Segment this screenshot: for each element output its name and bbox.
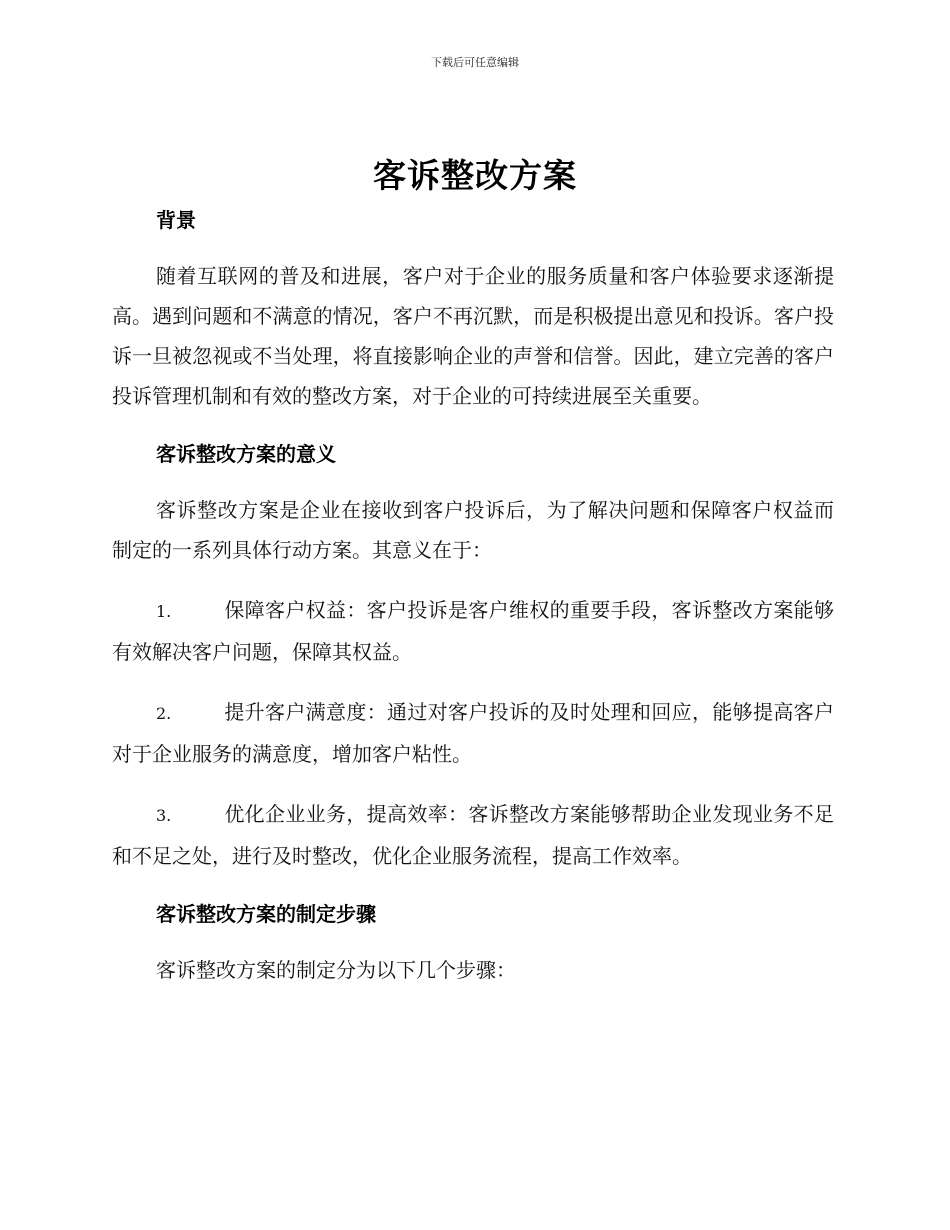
heading-steps: 客诉整改方案的制定步骤 bbox=[156, 902, 376, 926]
paragraph-meaning: 客诉整改方案是企业在接收到客户投诉后，为了解决问题和保障客户权益而制定的一系列具体行动方案。其意义在于： bbox=[112, 498, 834, 562]
list-item-text: 提升客户满意度：通过对客户投诉的及时处理和回应，能够提高客户对于企业服务的满意度，增加客户粘性。 bbox=[112, 700, 834, 766]
list-item-text: 保障客户权益：客户投诉是客户维权的重要手段，客诉整改方案能够有效解决客户问题，保障其权益。 bbox=[112, 598, 834, 664]
heading-background: 背景 bbox=[156, 208, 196, 232]
list-item-number: 1. bbox=[156, 602, 172, 621]
list-item bbox=[112, 590, 834, 672]
document-title: 客诉整改方案 bbox=[373, 156, 577, 195]
list-item-text: 优化企业业务，提高效率：客诉整改方案能够帮助企业发现业务不足和不足之处，进行及时整改，优化企业服务流程，提高工作效率。 bbox=[112, 802, 834, 868]
paragraph-steps: 客诉整改方案的制定分为以下几个步骤： bbox=[156, 958, 516, 982]
paragraph-background: 随着互联网的普及和进展，客户对于企业的服务质量和客户体验要求逐渐提高。遇到问题和不满意的情况，客户不再沉默，而是积极提出意见和投诉。客户投诉一旦被忽视或不当处理，将直接影响企业的声誉和信誉。因此，建立完善的客户投诉管理机制和有效的整改方案，对于企业的可持续进展至关重要。 bbox=[112, 264, 834, 408]
page-header: 下载后可任意编辑 bbox=[431, 56, 519, 69]
list-item-number: 2. bbox=[156, 704, 172, 723]
document-body bbox=[112, 202, 834, 990]
list-item bbox=[112, 794, 834, 876]
list-item-number: 3. bbox=[156, 806, 172, 825]
heading-meaning: 客诉整改方案的意义 bbox=[156, 442, 336, 466]
list-item bbox=[112, 692, 834, 774]
